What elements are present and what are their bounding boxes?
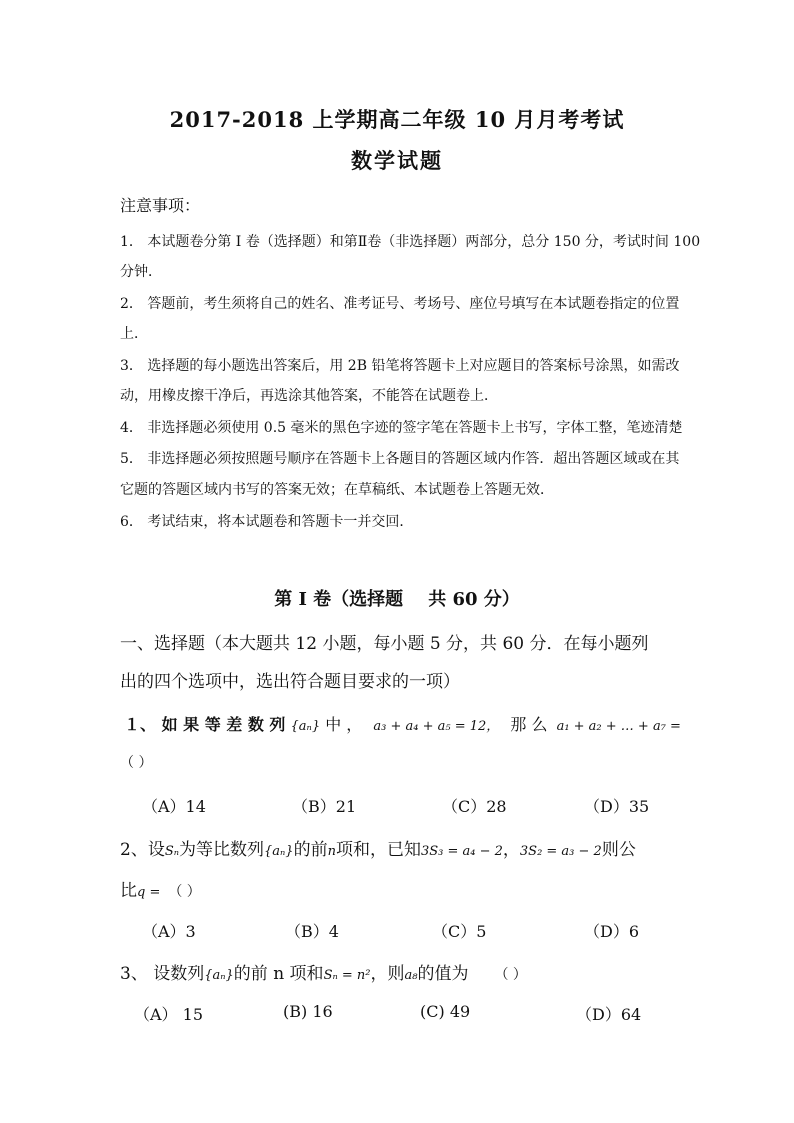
option-d: （D）6 [584,922,640,941]
question-2-stem: 2、设Sₙ为等比数列{aₙ}的前n项和，已知3S₃ = a₄ − 2，3S₂ = a₃ − 2则公 [120,840,636,860]
note-line: 5． 非选择题必须按照题号顺序在答题卡上各题目的答题区域内作答．超出答题区域或在其 [120,451,680,467]
exam-subtitle: 数学试题 [351,148,443,173]
note-line: 3． 选择题的每小题选出答案后，用 2B 铅笔将答题卡上对应题目的答案标号涂黑，如需改 [120,358,680,374]
question-3-stem: 3、 设数列{aₙ}的前 n 项和Sₙ = n²，则a₈的值为 （ ） [120,964,527,984]
option-c: （C）28 [442,797,507,816]
option-d: （D）35 [584,797,650,816]
option-c: (C) 49 [420,1002,471,1021]
answer-blank: （ ） [120,755,153,771]
note-line: 分钟． [120,264,162,280]
note-line: 动，用橡皮擦干净后，再选涂其他答案，不能答在试题卷上． [120,388,498,404]
note-line: 2． 答题前，考生须将自己的姓名、准考证号、考场号、座位号填写在本试题卷指定的位置 [120,296,680,312]
section-intro: 一、选择题（本大题共 12 小题，每小题 5 分，共 60 分．在每小题列 [120,634,649,654]
section-intro: 出的四个选项中，选出符合题目要求的一项） [120,672,460,692]
option-a: （A） 15 [134,1005,204,1024]
option-d: （D）64 [576,1005,642,1024]
option-b: （B）21 [292,797,357,816]
option-b: (B) 16 [283,1002,333,1021]
question-1-stem: １、 如 果 等 差 数 列 {aₙ} 中 ， a₃ + a₄ + a₅ = 12， 那 么 a₁ + a₂ + … + a₇ = [124,715,681,734]
question-2-stem-line2: 比q = （ ） [120,881,201,901]
note-line: 1． 本试题卷分第 I 卷（选择题）和第Ⅱ卷（非选择题）两部分，总分 150 分，考试时间 100 [120,234,701,250]
option-b: （B）4 [285,922,339,941]
section-title: 第 I 卷（选择题 共 60 分） [274,589,520,610]
note-line: 4． 非选择题必须使用 0.5 毫米的黑色字迹的签字笔在答题卡上书写，字体工整，笔迹清楚 [120,420,683,436]
option-a: （A）3 [142,922,196,941]
notes-heading: 注意事项： [120,196,201,215]
option-a: （A）14 [142,797,206,816]
note-line: 6． 考试结束，将本试题卷和答题卡一并交回． [120,514,414,530]
note-line: 它题的答题区域内书写的答案无效；在草稿纸、本试题卷上答题无效． [120,482,554,498]
note-line: 上． [120,326,148,342]
option-c: （C）5 [432,922,487,941]
exam-title: 2017-2018 上学期高二年级 10 月月考考试 [169,107,625,132]
